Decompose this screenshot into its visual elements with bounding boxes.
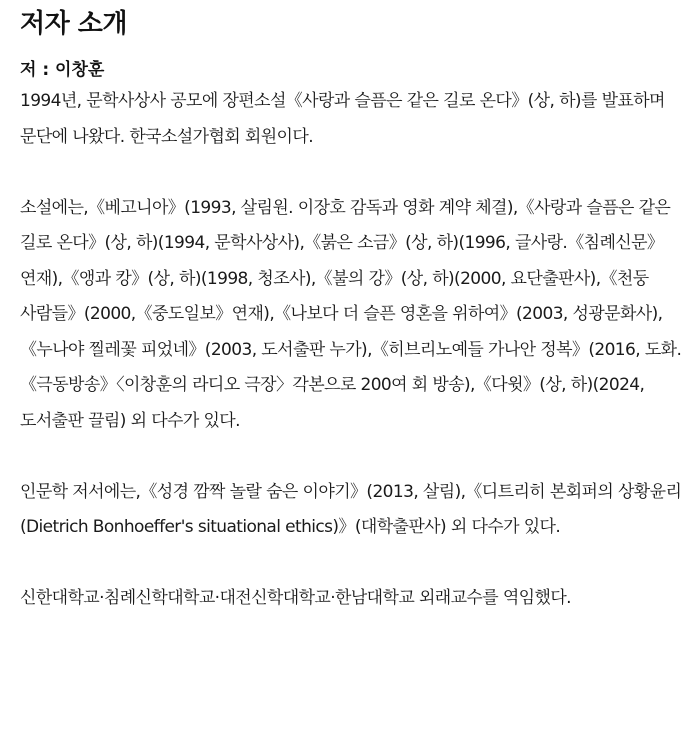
bio-paragraph-career: 신한대학교·침례신학대학교·대전신학대학교·한남대학교 외래교수를 역임했다. [20, 588, 571, 608]
bio-paragraph-debut: 1994년, 문학사상사 공모에 장편소설《사랑과 슬픔은 같은 길로 온다》(상, 하)를 발표하며 문단에 나왔다. 한국소설가협회 회원이다. [20, 91, 665, 147]
bio-paragraph-humanities: 인문학 저서에는,《성경 깜짝 놀랄 숨은 이야기》(2013, 살림),《디트리히 본회퍼의 상황윤리(Dietrich Bonhoeffer's situational ethics)》(대학출판사) 외 다수가 있다. [20, 481, 682, 537]
author-name: 저 : 이창훈 [20, 60, 105, 80]
section-title: 저자 소개 [20, 9, 128, 39]
bio-paragraph-novels: 소설에는,《베고니아》(1993, 살림원. 이장호 감독과 영화 계약 체결),《사랑과 슬픔은 같은 길로 온다》(상, 하)(1994, 문학사상사),《붉은 소금》(상, 하)(1996, 글사랑.《침례신문》연재),《앵과 캉》(상, 하)(1998, 청조사),《불의 강》(상, 하)(2000, 요단출판사),《천둥 사람들》(2000,《중도일보》연재),《나보다 더 슬픈 영혼을 위하여》(2003, 성광문화사),《누나야 찔레꽃 피었네》(2003, 도서출판 누가),《히브리노예들 가나안 정복》(2016, 도화.《극동방송》〈이창훈의 라디오 극장〉각본으로 200여 회 방송),《다윗》(상, 하)(2024, 도서출판 끌림) 외 다수가 있다. [20, 197, 682, 431]
